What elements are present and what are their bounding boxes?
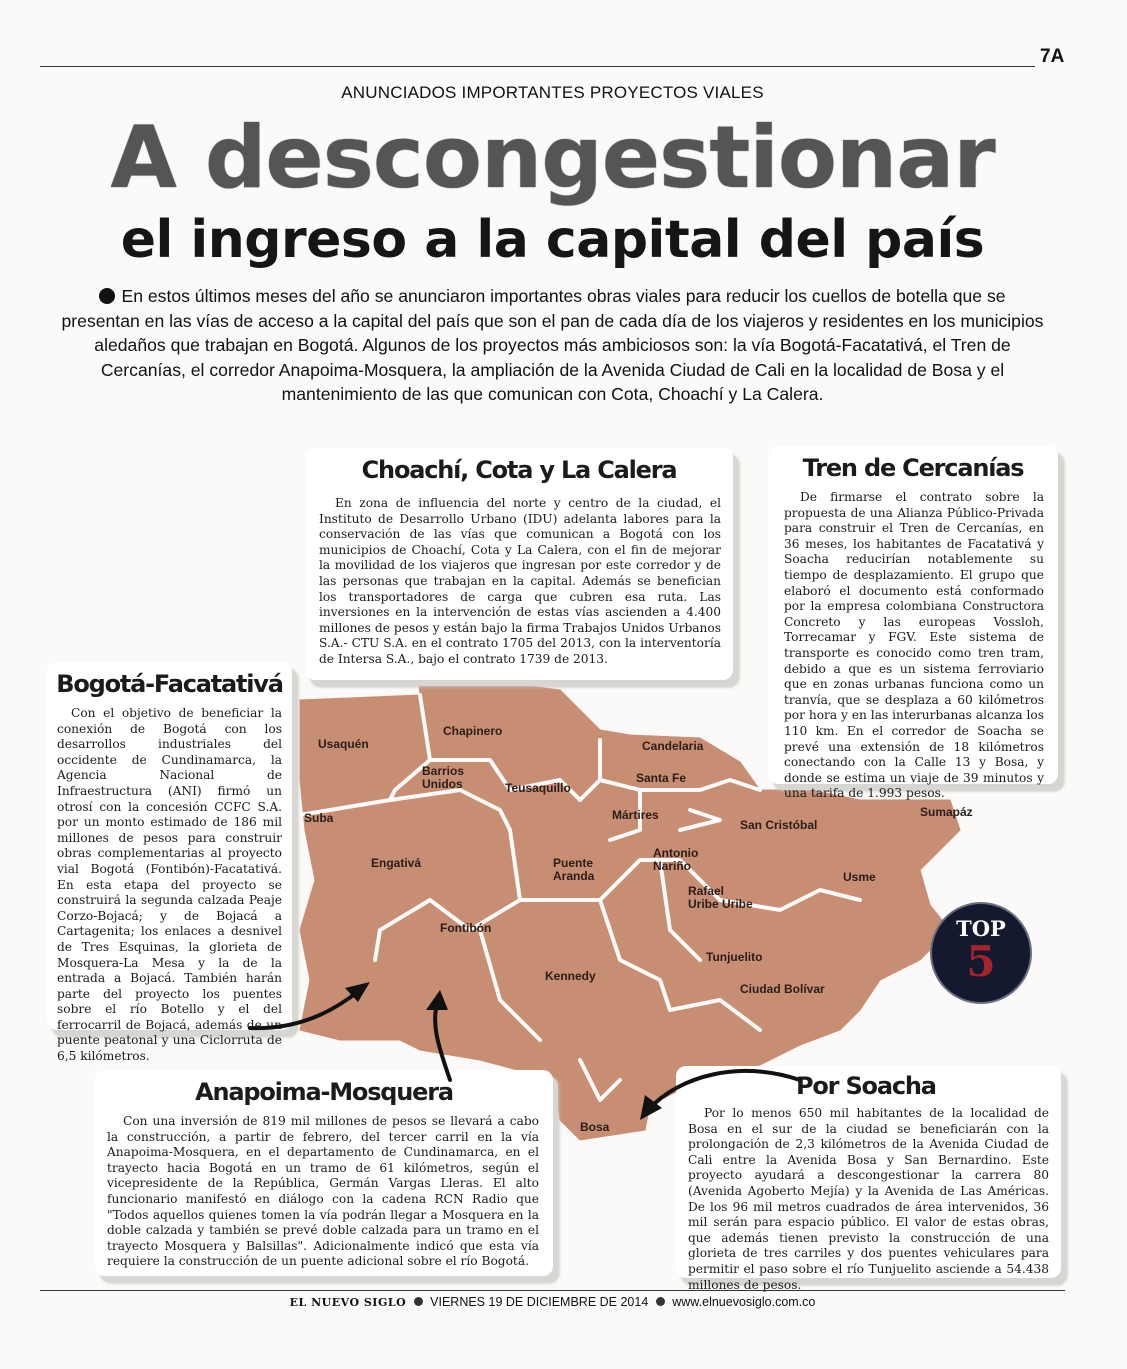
intro-text: En estos últimos meses del año se anunciaron importantes obras viales para reducir los cuellos de botella que se presentan en las vías de acceso a la capital del país que son el pan de cada día de los viajeros y residentes en los municipios aledaños que trabajan en Bogotá. Algunos de los proyectos más ambiciosos son: la vía Bogotá-Facatativá, el Tren de Cercanías, el corredor Anapoima-Mosquera, la ampliación de la Avenida Ciudad de Cali en la localidad de Bosa y el mantenimiento de las que comunican con Cota, Choachí y La Calera. — [61, 286, 1044, 404]
district-label: Santa Fe — [636, 771, 687, 785]
footer — [0, 1295, 1105, 1309]
bullet-icon — [414, 1297, 423, 1306]
footer-date: VIERNES 19 DE DICIEMBRE DE 2014 — [430, 1295, 649, 1309]
box-choachi — [305, 448, 733, 680]
box-title: Tren de Cercanías — [802, 454, 1024, 482]
district-label: Mártires — [612, 808, 659, 822]
footer-url[interactable]: www.elnuevosiglo.com.co — [672, 1295, 816, 1309]
headline: A descongestionar — [110, 108, 995, 208]
box-body: En zona de influencia del norte y centro de la ciudad, el Instituto de Desarrollo Urbano (IDU) adelanta labores para la conservación de las vías que comunican a Bogotá con los municipios de Choachí, Cota y La Calera, con el fin de mejorar la movilidad de los viajeros que ingresan por este corredor y de las personas que trabajan en la capital. Además se benefician los transportadores de carga que cubren esa ruta. Las inversiones en la intervención de estas vías ascienden a 4.400 millones de pesos y están bajo la firma Trabajos Unidos Urbanos S.A.- CTU S.A. en el contrato 1705 del 2013, con la interventoría de Intersa S.A., bajo el contrato 1739 de 2013. — [319, 496, 721, 666]
box-title: Anapoima-Mosquera — [195, 1078, 453, 1106]
district-label: Suba — [304, 811, 334, 825]
box-tren — [768, 446, 1058, 801]
kicker: ANUNCIADOS IMPORTANTES PROYECTOS VIALES — [341, 83, 764, 102]
box-title: Por Soacha — [796, 1072, 936, 1100]
box-title: Bogotá-Facatativá — [56, 670, 283, 698]
district-label: Kennedy — [545, 969, 596, 983]
box-bogota — [47, 662, 292, 1064]
badge-number: 5 — [966, 937, 996, 986]
subheadline: el ingreso a la capital del país — [120, 210, 985, 270]
district-label: Ciudad Bolívar — [740, 982, 825, 996]
district-label: Bosa — [580, 1120, 610, 1134]
bullet-icon — [656, 1297, 665, 1306]
box-title: Choachí, Cota y La Calera — [361, 456, 677, 484]
district-label: Antonio Nariño — [653, 846, 699, 873]
box-anapoima — [95, 1070, 553, 1276]
district-label: Chapinero — [443, 724, 503, 738]
box-body: Con una inversión de 819 mil millones de pesos se llevará a cabo la construcción, a partir de febrero, del tercer carril en la vía Anapoima-Mosquera, en el departamento de Cundinamarca, en el trayecto hacia Bogotá en un tramo de 61 kilómetros, según el vicepresidente de la República, Germán Vargas Lleras. El alto funcionario manifestó en diálogo con la cadena RCN Radio que "Todos aquellos quienes tomen la vía podrán llegar a Mosquera en la doble calzada y también se prevé doble calzada para un tramo en el trayecto Mosquera y Balsillas". Adicionalmente indicó que esta vía requiere la construcción de un puente adicional sobre el río Bogotá. — [107, 1114, 539, 1269]
district-label: Rafael Uribe Uribe — [688, 884, 753, 911]
district-label: Fontibón — [440, 921, 492, 935]
top5-badge — [932, 904, 1030, 1002]
page-number: 7A — [1040, 46, 1065, 67]
brand-logo: EL NUEVO SIGLO — [289, 1296, 407, 1309]
district-label: Sumapáz — [920, 805, 973, 819]
box-body: Con el objetivo de beneficiar la conexión de Bogotá con los desarrollos industriales del occidente de Cundinamarca, la Agencia Nacional de Infraestructura (ANI) firmó un otrosí con la concesión CCFC S.A. por un monto estimado de 186 mil millones de pesos para construir obras complementarias al proyecto vial Bogotá (Fontibón)-Facatativá. En esta etapa del proyecto se construirá la segunda calzada Peaje Corzo-Bojacá; y de Bojacá a Cartagenita; los enlaces a desnivel de Tres Esquinas, la glorieta de Mosquera-La Mesa y la de la entrada a Bojacá. También harán parte del proyecto los puentes sobre el río Botello y el del ferrocarril de Bojacá, además de un puente peatonal y una Ciclorruta de 6,5 kilómetros. — [57, 706, 282, 1064]
district-label: Candelaria — [642, 739, 704, 753]
box-body: Por lo menos 650 mil habitantes de la localidad de Bosa en el sur de la ciudad se beneficiarán con la prolongación de 2,3 kilómetros de la Avenida Ciudad de Cali entre la Avenida Bosa y San Bernardino. Este proyecto ayudará a descongestionar la carrera 80 (Avenida Agoberto Mejía) y la Avenida de Las Américas. De los 96 mil metros cuadrados de área intervenidos, 36 mil serán para espacio público. El valor de estas obras, que además tienen previsto la construcción de una glorieta de tres carriles y dos puentes vehiculares para permitir el paso sobre el río Tunjuelito asciende a 54.438 millones de pesos. — [688, 1106, 1049, 1292]
district-label: Usme — [843, 870, 876, 884]
box-body: De firmarse el contrato sobre la propuesta de una Alianza Público-Privada para construir el Tren de Cercanías, en 36 meses, los habitantes de Facatativá y Soacha reducirían notablemente su tiempo de desplazamiento. El grupo que elaboró el documento está conformado por la empresa colombiana Constructora Concreto y las europeas Vossloh, Torrecamar y FGV. Este sistema de transporte es conocido como tren tram, debido a que es un sistema ferroviario que en zonas urbanas funciona como un tranvía, que se desplaza a 60 kilómetros por hora y en las interurbanas alcanza los 110 km. En el corredor de Soacha se prevé una extensión de 18 kilómetros conectando con la Calle 13 y Bosa, y donde se estima un viaje de 39 minutos y una tarifa de 1.993 pesos. — [784, 490, 1044, 801]
district-label: Barrios Unidos — [422, 764, 465, 791]
district-label: Usaquén — [318, 737, 369, 751]
district-label: San Cristóbal — [740, 818, 818, 832]
district-label: Tunjuelito — [706, 950, 763, 964]
footer-rule — [40, 1290, 1065, 1291]
box-soacha — [676, 1066, 1061, 1292]
district-label: Puente Aranda — [553, 856, 595, 883]
badge-label: TOP — [956, 916, 1006, 941]
district-label: Teusaquillo — [505, 781, 571, 795]
district-label: Engativá — [371, 856, 422, 870]
